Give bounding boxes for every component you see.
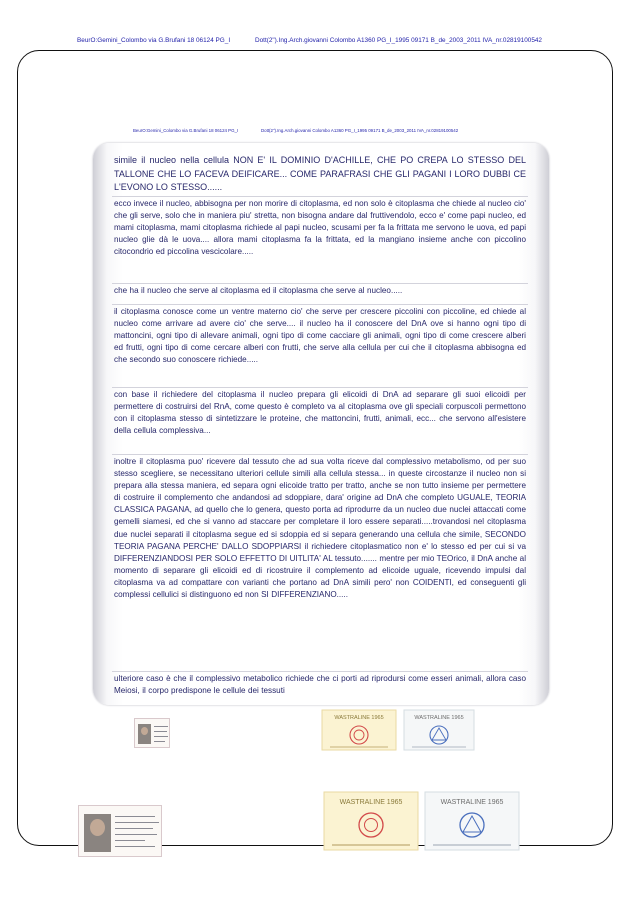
page-header-right: Dott(2").Ing.Arch.giovanni Colombo A1360 PG_I_1995 09171 B_de_2003_2011 IVA_nr.02819100542 <box>255 37 542 44</box>
paragraph-divider <box>112 283 528 284</box>
stamp-label: WASTRALINE 1965 <box>414 715 464 721</box>
document-header <box>133 128 533 133</box>
page-header-left: BeurO:Gemini_Colombo via G.Brufani 18 06124 PG_I <box>77 37 231 44</box>
stamp-label: WASTRALINE 1965 <box>334 715 384 721</box>
id-card-thumbnail <box>134 718 170 748</box>
wastraline-stamp-red-large <box>322 790 420 852</box>
paragraph-2: ecco invece il nucleo, abbisogna per non morire di citoplasma, ed non solo è citoplasma che chiede al nucleo cio' che gli serve, solo che in maniera piu' stretta, non bisogna andare dal fruttivendolo, ecco e' come papi nucleo, ed mami citoplasma, mami citoplasma richiede al papi nucleo, scusami per fa la frittata me servono le uova, ed papi nucleo glie dà le uova.... allora mami citoplasma fa la frittata, ed la mangiano insieme anche con piccolino citocondrio ed piccolina vescicolare..... <box>114 199 526 257</box>
stamp-label: WASTRALINE 1965 <box>339 799 403 806</box>
paragraph-divider <box>112 671 528 672</box>
document-text-panel <box>93 143 549 705</box>
paragraph-divider <box>112 454 528 455</box>
wastraline-stamp-blue-large <box>423 790 521 852</box>
stamp-label: WASTRALINE 1965 <box>440 799 504 806</box>
paragraph-6: inoltre il citoplasma puo' ricevere dal tessuto che ad sua volta riceve dal complessivo metabolismo, od per suo stesso scegliere, se necessitano ulteriori cellule simili alla cellula stessa... in queste circostanze il nucleo non si prepara alla stessa maniera, ed separa ogni elicoide tratto per tratto, anche se non tutto insieme per permettere di costruire il complemento che andandosi ad sdoppiare, dara' origine ad DnA che completo UGUALE, TEORIA CLASSICA PAGANA, ad quello che lo genera, questo porta ad riprodurre da un nucleo due nuclei attaccati come gemelli siamesi, ed che si vanno ad staccare per completare il loro essere separati.....trovandosi nel citoplasma due nuclei separati il citoplasma segue ed si sdoppia ed si separa generando una cellula che simile, SECONDO TEORIA PAGANA PERCHE' DALLO SDOPPIARSI il richiedere citoplasmatico non e' lo stesso ed per cui si va DIFFERENZIANDOSI PER SOLO EFFETTO DI UITLITA' AL tessuto....... mentre per mio TEOrico, il DnA anche al momento di separare gli elicoidi ed di ricostruire il complemento ad elicoide uguale, ricevendo impulsi dal citoplasma va ad compattare con varianti che portano ad DnA simili pero' non COIDENTI, ed conseguenti gli complessi cellulici si distinguono ed non SI DIFFERENZIANO..... <box>114 457 526 600</box>
id-photo-face <box>141 727 148 735</box>
wastraline-stamp-blue <box>402 708 476 752</box>
paragraph-divider <box>112 387 528 388</box>
paragraph-4: il citoplasma conosce come un ventre materno cio' che serve per crescere piccolini con piccoline, ed chiede al nucleo come arrivare ad avere cio' che serve.... il nucleo ha il conoscere del DnA ove si hanno ogni tipo di mattoncini, ogni tipo di allevare animali, ogni tipo di come cacciare gli animali, ogni tipo di come crescere alberi ed frutti, ogni tipo di come cercare alberi con frutti, che serve alla cellula per cui che il citoplasma abbisogna ed che secondo suo conoscere richiede..... <box>114 307 526 365</box>
page-header <box>77 37 597 44</box>
paragraph-3: che ha il nucleo che serve al citoplasma ed il citoplasma che serve al nucleo..... <box>114 286 403 295</box>
paragraph-divider <box>112 304 528 305</box>
paragraph-divider <box>112 196 528 197</box>
document-header-right: Dott(2").Ing.Arch.giovanni Colombo A1360 PG_I_1995 09171 B_de_2003_2011 IVA_nr.02819100542 <box>261 128 459 133</box>
id-card <box>78 805 162 857</box>
paragraph-1: simile il nucleo nella cellula NON E' IL DOMINIO D'ACHILLE, CHE PO CREPA LO STESSO DEL TALLONE CHE LO FACEVA DEIFICARE... COME PARAFRASI CHE GLI PAGANI I LORO DUBBI CE L'EVONO LO STESSO...... <box>114 155 526 193</box>
paragraph-5: con base il richiedere del citoplasma il nucleo prepara gli elicoidi di DnA ad separare gli suoi elicoidi per permettere di costruirsi del RnA, come questo è completo va al citoplasma ove gli speciali corpuscoli permettono con il citoplasma stesso di sintetizzare le proteine, che mattoncini, frutti, animali, ecc... che servono all'esistere della cellula complessiva... <box>114 390 526 436</box>
document-header-left: BeurO:Gemini_Colombo via G.Brufani 18 06124 PG_I <box>133 128 239 133</box>
paragraph-7: ulteriore caso è che il complessivo metabolico richiede che ci porti ad riprodursi come esseri animali, allora caso Meiosi, il corpo predispone le cellule dei tessuti <box>114 674 526 696</box>
wastraline-stamp-red <box>320 708 398 752</box>
id-photo-face <box>90 819 105 836</box>
